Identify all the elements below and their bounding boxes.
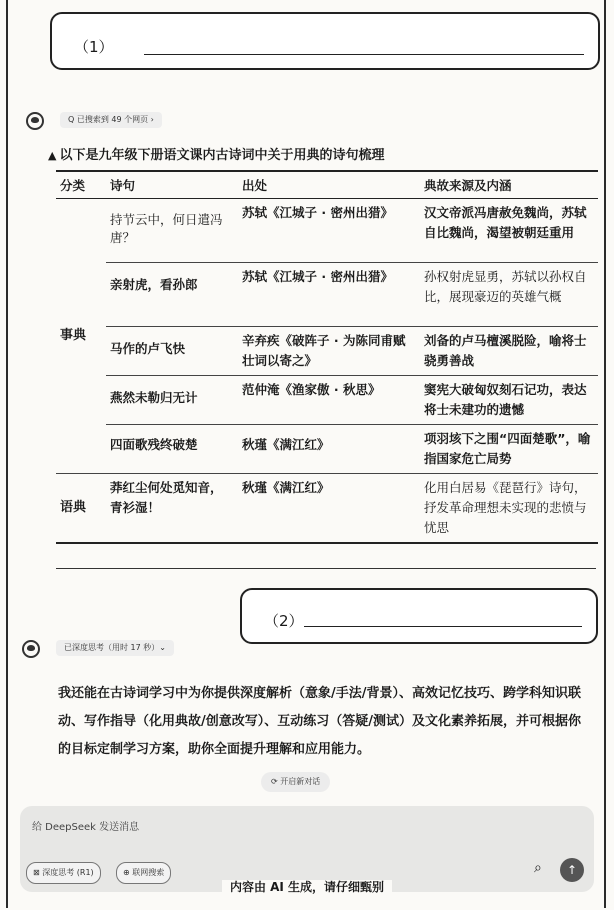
meaning-cell: 项羽垓下之围“四面楚歌”，喻指国家危亡局势 <box>420 425 598 474</box>
meaning-cell: 汉文帝派冯唐赦免魏尚，苏轼自比魏尚，渴望被朝廷重用 <box>420 199 598 263</box>
deepseek-logo-icon <box>22 640 40 658</box>
arrow-up-icon: ↑ <box>566 863 578 877</box>
globe-icon: ⊕ <box>123 868 133 877</box>
response-paragraph: 我还能在古诗词学习中为你提供深度解析（意象/手法/背景）、高效记忆技巧、跨学科知识联动、写作指导（化用典故/创意改写）、互动练习（答疑/测试）及文化素养拓展，并可根据你的目标定制学习方案，助你全面提升理解和应用能力。 <box>58 686 581 757</box>
ai-disclaimer <box>0 878 614 895</box>
table-row <box>56 199 598 263</box>
search-results-chip[interactable]: Q 已搜索到 49 个网页 › <box>60 112 162 128</box>
triangle-icon: ▲ <box>48 149 57 162</box>
answer-line-2 <box>304 626 582 627</box>
disclaimer-text: 内容由 AI 生成，请仔细甄别 <box>222 880 392 894</box>
meaning-cell: 窦宪大破匈奴刻石记功，表达将士未建功的遗憾 <box>420 376 598 425</box>
table-row <box>56 474 598 544</box>
source-cell: 范仲淹《渔家傲 · 秋思》 <box>238 376 420 425</box>
allusion-table <box>56 170 598 544</box>
header-source: 出处 <box>238 171 420 199</box>
answer-box-1 <box>50 12 600 70</box>
meaning-cell: 孙权射虎显勇，苏轼以孙权自比，展现豪迈的英雄气概 <box>420 263 598 327</box>
category-event: 事典 <box>56 199 106 474</box>
source-cell: 秋瑾《满江红》 <box>238 425 420 474</box>
category-language: 语典 <box>56 474 106 544</box>
verse-cell: 莽红尘何处觅知音，青衫湿！ <box>106 474 238 544</box>
table-row <box>56 327 598 376</box>
thinking-chip[interactable]: 已深度思考（用时 17 秒）⌄ <box>56 640 174 656</box>
answer-box-2-label: （2） <box>264 612 304 630</box>
verse-cell: 燕然未勒归无计 <box>106 376 238 425</box>
deepseek-logo-icon <box>26 112 44 130</box>
meaning-cell: 刘备的卢马檀溪脱险，喻将士骁勇善战 <box>420 327 598 376</box>
attach-icon[interactable]: ⌕ <box>534 860 542 876</box>
source-cell: 苏轼《江城子 · 密州出猎》 <box>238 199 420 263</box>
verse-cell: 四面歌残终破楚 <box>106 425 238 474</box>
section-divider <box>56 568 596 569</box>
table-row <box>56 425 598 474</box>
verse-cell: 持节云中，何日遣冯唐？ <box>106 199 238 263</box>
source-cell: 辛弃疾《破阵子 · 为陈同甫赋壮词以寄之》 <box>238 327 420 376</box>
verse-cell: 亲射虎，看孙郎 <box>106 263 238 327</box>
new-chat-button[interactable] <box>261 772 330 792</box>
verse-cell: 马作的卢飞快 <box>106 327 238 376</box>
answer-box-2 <box>240 588 598 644</box>
message-input[interactable]: 给 DeepSeek 发送消息 <box>32 822 140 833</box>
answer-line-1 <box>144 54 584 55</box>
think-icon: ⊠ <box>33 868 43 877</box>
header-meaning: 典故来源及内涵 <box>420 171 598 199</box>
deep-think-label: 深度思考 (R1) <box>42 868 94 877</box>
table-row <box>56 263 598 327</box>
meaning-cell: 化用白居易《琵琶行》诗句，抒发革命理想未实现的悲愤与忧思 <box>420 474 598 544</box>
web-search-label: 联网搜索 <box>132 868 165 877</box>
answer-box-1-label: （1） <box>74 38 114 56</box>
source-cell: 秋瑾《满江红》 <box>238 474 420 544</box>
header-verse: 诗句 <box>106 171 238 199</box>
intro-heading <box>48 144 384 163</box>
intro-text: 以下是九年级下册语文课内古诗词中关于用典的诗句梳理 <box>59 148 385 163</box>
new-chat-label: 开启新对话 <box>280 777 321 786</box>
header-category: 分类 <box>56 171 106 199</box>
table-header-row <box>56 171 598 199</box>
source-cell: 苏轼《江城子 · 密州出猎》 <box>238 263 420 327</box>
refresh-icon: ⟳ <box>271 777 281 786</box>
table-row <box>56 376 598 425</box>
